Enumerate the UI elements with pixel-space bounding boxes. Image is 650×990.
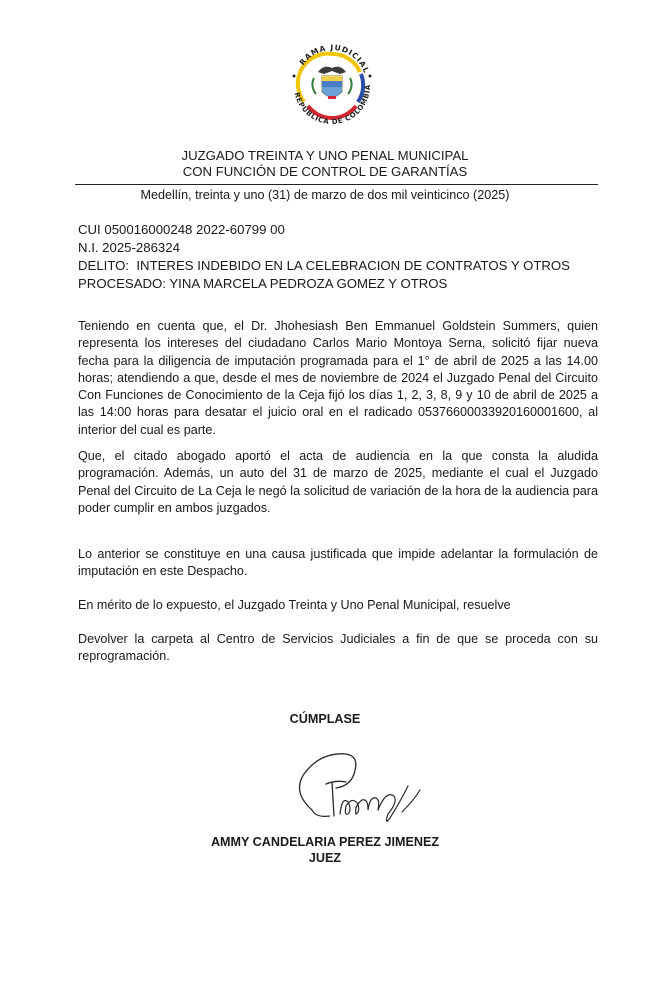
paragraph-5: Devolver la carpeta al Centro de Servicios Judiciales a fin de que se proceda con su reprogramación. <box>78 632 598 664</box>
signer-role: JUEZ <box>308 851 342 865</box>
signer-name: AMMY CANDELARIA PEREZ JIMENEZ <box>210 835 440 849</box>
case-ni: N.I. 2025-286324 <box>78 240 180 255</box>
paragraph-3: Lo anterior se constituye en una causa justificada que impide adelantar la formulación de imputación en este Despacho. <box>78 547 598 579</box>
svg-text:RAMA JUDICIAL: RAMA JUDICIAL <box>297 42 372 75</box>
paragraph-4: En mérito de lo expuesto, el Juzgado Treinta y Uno Penal Municipal, resuelve <box>78 598 511 612</box>
paragraph-1: Teniendo en cuenta que, el Dr. Jhohesiash Ben Emmanuel Goldstein Summers, quien representa los intereses del ciudadano Carlos Mario Montoya Serna, solicitó fijar nueva fecha para la diligencia de imputación programada para el 1° de abril de 2025 a las 14.00 horas; atendiendo a que, desde el mes de noviembre de 2024 el Juzgado Penal del Circuito Con Funciones de Conocimiento de la Ceja fijó los días 1, 2, 3, 8, 9 y 10 de abril de 2025 a las 14:00 horas para desatar el juicio oral en el radicado 05376600033920160001600, al interior del cual es parte. <box>78 319 598 437</box>
case-delito: DELITO: INTERES INDEBIDO EN LA CELEBRACION DE CONTRATOS Y OTROS <box>78 258 570 273</box>
court-name-line2: CON FUNCIÓN DE CONTROL DE GARANTÍAS <box>182 164 468 179</box>
rama-judicial-seal-icon <box>284 36 380 132</box>
document-date: Medellín, treinta y uno (31) de marzo de dos mil veinticinco (2025) <box>140 188 510 202</box>
cumplase-heading: CÚMPLASE <box>289 712 361 726</box>
case-details <box>78 221 608 293</box>
case-procesado: PROCESADO: YINA MARCELA PEDROZA GOMEZ Y OTROS <box>78 276 448 291</box>
header-divider <box>75 184 598 185</box>
court-name-line1: JUZGADO TREINTA Y UNO PENAL MUNICIPAL <box>181 148 469 163</box>
handwritten-signature <box>290 740 440 830</box>
case-cui: CUI 050016000248 2022-60799 00 <box>78 222 285 237</box>
paragraph-2: Que, el citado abogado aportó el acta de audiencia en la que consta la aludida programación. Además, un auto del 31 de marzo de 2025, mediante el cual el Juzgado Penal del Circuito de La Ceja le negó la solicitud de variación de la hora de la audiencia para poder cumplir en ambos juzgados. <box>78 449 598 515</box>
svg-text:REPÚBLICA DE COLOMBIA: REPÚBLICA DE COLOMBIA <box>292 84 373 127</box>
